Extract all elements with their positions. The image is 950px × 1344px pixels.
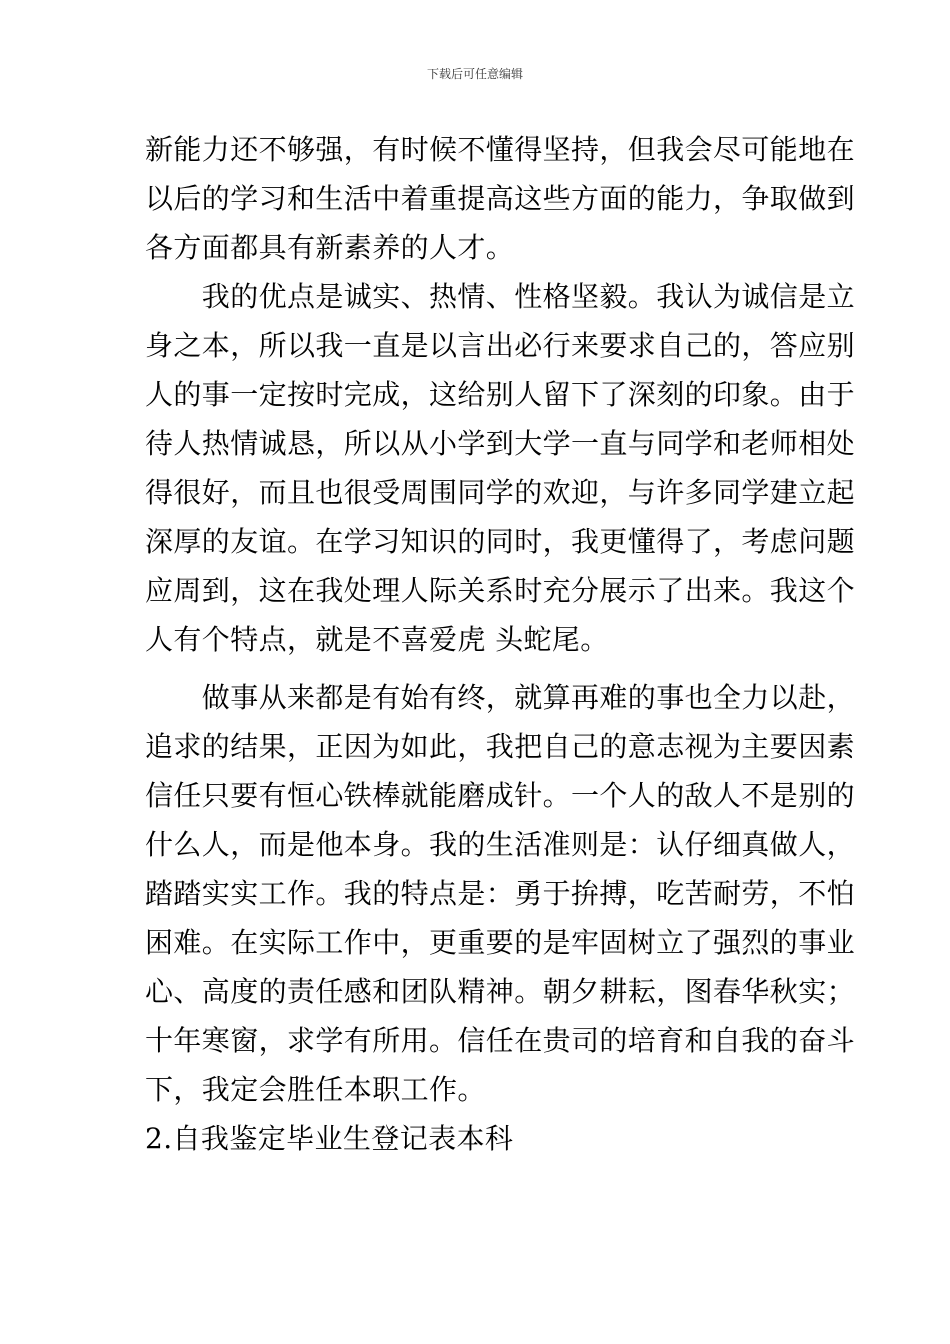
text-line: 以后的学习和生活中着重提高这些方面的能力，争取做到 [145, 182, 856, 215]
text-line: 各方面都具有新素养的人才。 [145, 231, 515, 264]
text-line: 人的事一定按时完成，这给别人留下了深刻的印象。由于 [145, 378, 856, 411]
text-line: 下，我定会胜任本职工作。 [145, 1073, 486, 1106]
text-line: 信任只要有恒心铁棒就能磨成针。一个人的敌人不是别的 [145, 779, 856, 812]
text-line: 什么人，而是他本身。我的生活准则是：认仔细真做人， [145, 828, 856, 861]
text-line: 人有个特点，就是不喜爱虎 头蛇尾。 [145, 623, 609, 656]
text-line: 十年寒窗，求学有所用。信任在贵司的培育和自我的奋斗 [145, 1024, 856, 1057]
text-line: 踏踏实实工作。我的特点是：勇于拚搏，吃苦耐劳，不怕 [145, 877, 856, 910]
text-line: 做事从来都是有始有终，就算再难的事也全力以赴， [145, 681, 856, 714]
text-line: 追求的结果，正因为如此，我把自己的意志视为主要因素 [145, 730, 856, 763]
text-line: 深厚的友谊。在学习知识的同时，我更懂得了，考虑问题 [145, 525, 856, 558]
text-line: 心、高度的责任感和团队精神。朝夕耕耘，图春华秋实； [145, 975, 856, 1008]
text-line: 新能力还不够强，有时候不懂得坚持，但我会尽可能地在 [145, 133, 856, 166]
text-line: 待人热情诚恳，所以从小学到大学一直与同学和老师相处 [145, 427, 856, 460]
page-header: 下载后可任意编辑 [426, 67, 523, 81]
text-line: 应周到，这在我处理人际关系时充分展示了出来。我这个 [145, 574, 856, 607]
text-line: 身之本，所以我一直是以言出必行来要求自己的，答应别 [145, 329, 856, 362]
text-line: 我的优点是诚实、热情、性格坚毅。我认为诚信是立 [145, 280, 856, 313]
text-line: 得很好，而且也很受周围同学的欢迎，与许多同学建立起 [145, 476, 856, 509]
text-line: 困难。在实际工作中，更重要的是牢固树立了强烈的事业 [145, 926, 856, 959]
section-heading: 2.自我鉴定毕业生登记表本科 [145, 1122, 514, 1155]
